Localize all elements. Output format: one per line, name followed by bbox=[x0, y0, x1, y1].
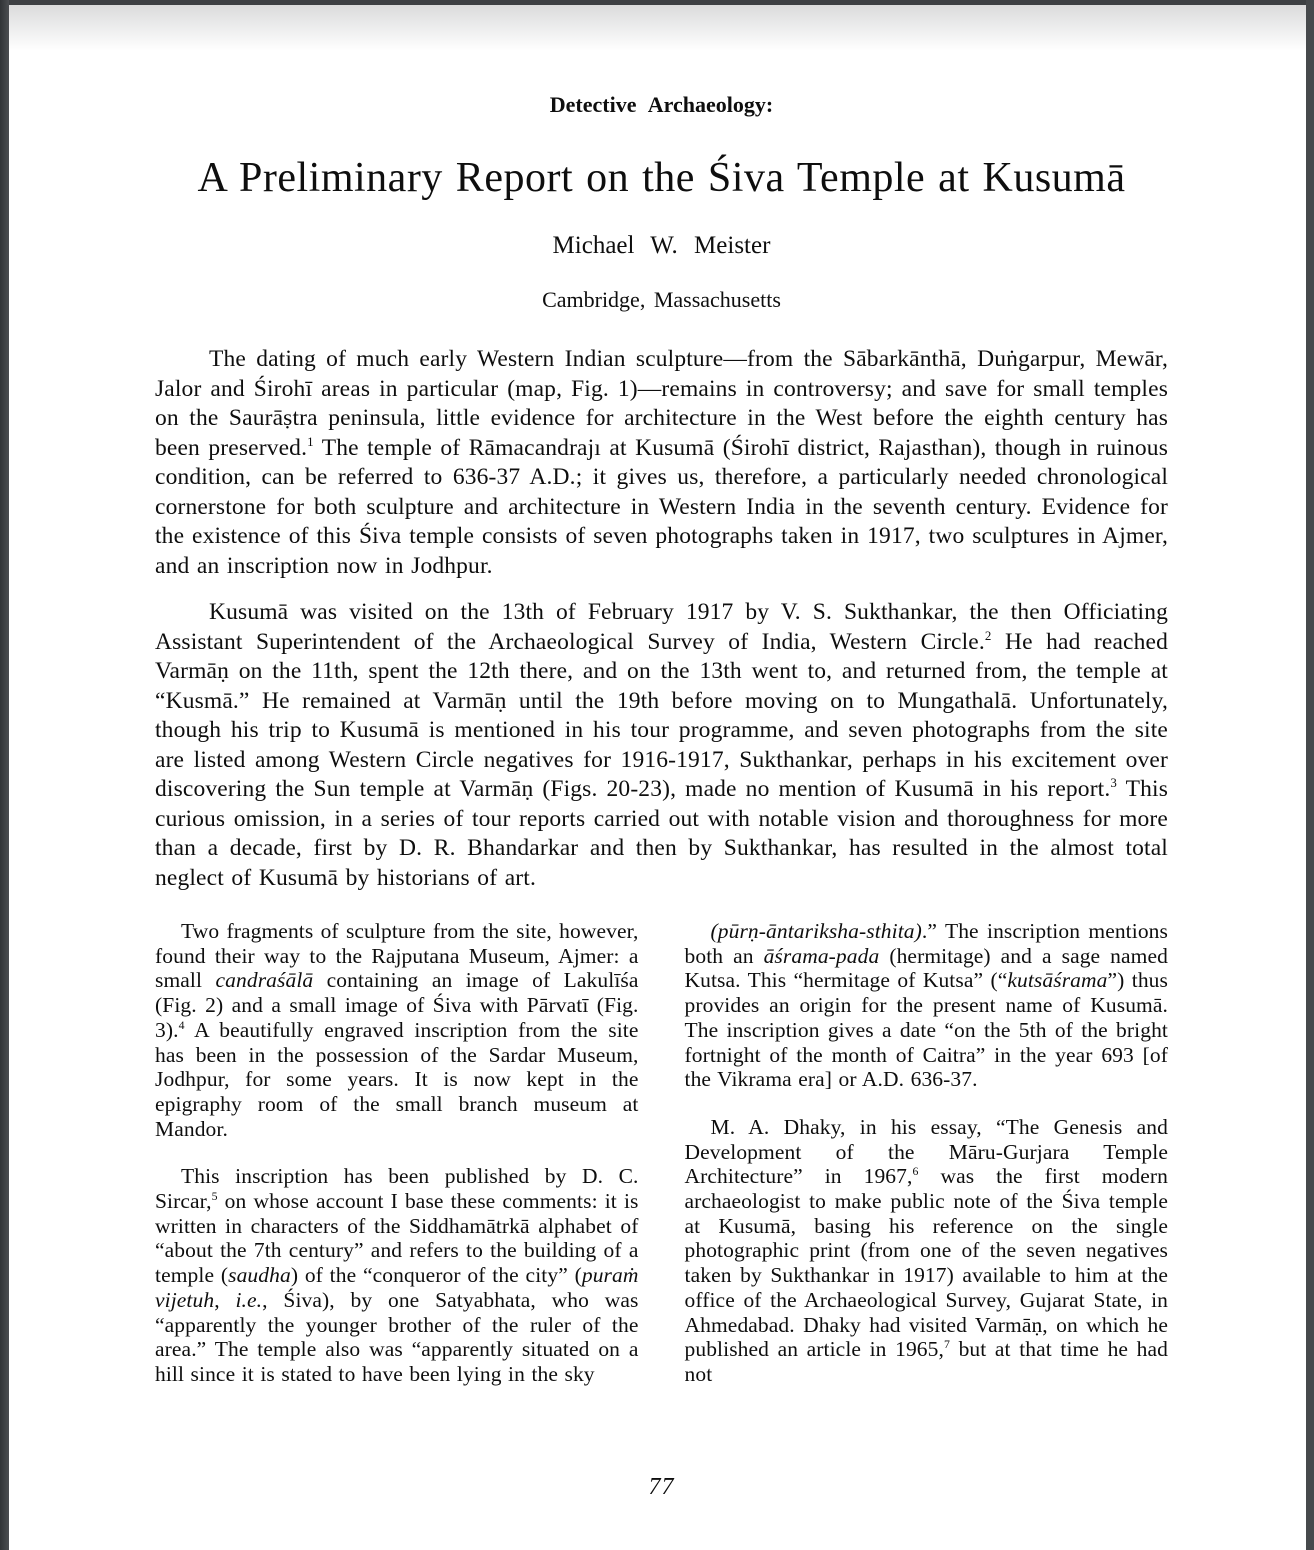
article-author: Michael W. Meister bbox=[552, 232, 771, 259]
scan-edge-left bbox=[0, 0, 9, 1550]
intro-section bbox=[155, 345, 1168, 893]
page-number: 77 bbox=[648, 1474, 675, 1500]
article-author-location: Cambridge, Massachusetts bbox=[542, 287, 781, 312]
left-column-paragraph-1: Two fragments of sculpture from the site, however, found their way to the Rajputana Museum, Ajmer: a small candraśālā containing an image of Lakulīśa (Fig. 2) and a small image of Śiva with Pārvatī (Fig. 3).$^4$ A beautifully engraved inscription from the site has been in the possession of the Sardar Museum, Jodhpur, for some years. It is now kept in the epigraphy room of the small branch museum at Mandor. bbox=[155, 919, 639, 1141]
right-column bbox=[685, 919, 1169, 1410]
left-column bbox=[155, 919, 639, 1410]
right-column-paragraph-1: (pūrṇ-āntariksha-sthita).” The inscription mentions both an āśrama-pada (hermitage) and a sage named Kutsa. This “hermitage of Kutsa” (“kutsāśrama”) thus provides an origin for the present name of Kusumā. The inscription gives a date “on the 5th of the bright fortnight of the month of Caitra” in the year 693 [of the Vikrama era] or A.D. 636-37. bbox=[684, 919, 1168, 1092]
intro-paragraph-2: Kusumā was visited on the 13th of February 1917 by V. S. Sukthankar, the then Officiating Assistant Superintendent of the Archaeological Survey of India, Western Circle.$^2$ He had reached Varmāṇ on the 11th, spent the 12th there, and on the 13th went to, and returned from, the temple at “Kusmā.” He remained at Varmāṇ until the 19th before moving on to Mungathalā. Unfortunately, though his trip to Kusumā is mentioned in his tour programme, and seven photographs from the site are listed among Western Circle negatives for 1916-1917, Sukthankar, perhaps in his excitement over discovering the Sun temple at Varmāṇ (Figs. 20-23), made no mention of Kusumā in his report.$^3$ This curious omission, in a series of tour reports carried out with notable vision and thoroughness for more than a decade, first by D. R. Bhandarkar and then by Sukthankar, has resulted in the almost total neglect of Kusumā by historians of art. bbox=[155, 599, 1168, 891]
article-title: A Preliminary Report on the Śiva Temple at Kusumā bbox=[197, 155, 1126, 201]
left-column-paragraph-2: This inscription has been published by D. C. Sircar,$^5$ on whose account I base these comments: it is written in characters of the Siddhamātrkā alphabet of “about the 7th century” and refers to the building of a temple (saudha) of the “conqueror of the city” (puraṁ vijetuh, i.e., Śiva), by one Satyabhata, who was “apparently the younger brother of the ruler of the area.” The temple also was “apparently situated on a hill since it is stated to have been lying in the sky bbox=[155, 1164, 639, 1386]
two-column-section bbox=[155, 919, 1168, 1410]
scan-edge-right bbox=[1306, 0, 1314, 1550]
scan-shadow bbox=[0, 5, 1314, 51]
intro-paragraph-1: The dating of much early Western Indian sculpture—from the Sābarkānthā, Duṅgarpur, Mewār, Jalor and Śirohī areas in particular (map, Fig. 1)—remains in controversy; and save for small temples on the Saurāṣtra peninsula, little evidence for architecture in the West before the eighth century has been preserved.$^1$ The temple of Rāmacandrajı at Kusumā (Śirohī district, Rajasthan), though in ruinous condition, can be referred to 636-37 A.D.; it gives us, therefore, a particularly needed chronological cornerstone for both sculpture and architecture in Western India in the seventh century. Evidence for the existence of this Śiva temple consists of seven photographs taken in 1917, two sculptures in Ajmer, and an inscription now in Jodhpur. bbox=[155, 346, 1169, 579]
scan-edge-top bbox=[0, 0, 1314, 5]
article-kicker: Detective Archaeology: bbox=[549, 92, 774, 117]
right-column-paragraph-2: M. A. Dhaky, in his essay, “The Genesis and Development of the Māru-Gurjara Temple Architecture” in 1967,$^6$ was the first modern archaeologist to make public note of the Śiva temple at Kusumā, basing his reference on the single photographic print (from one of the seven negatives taken by Sukthankar in 1917) available to him at the office of the Archaeological Survey, Gujarat State, in Ahmedabad. Dhaky had visited Varmāṇ, on which he published an article in 1965,$^7$ but at that time he had not bbox=[684, 1114, 1168, 1386]
